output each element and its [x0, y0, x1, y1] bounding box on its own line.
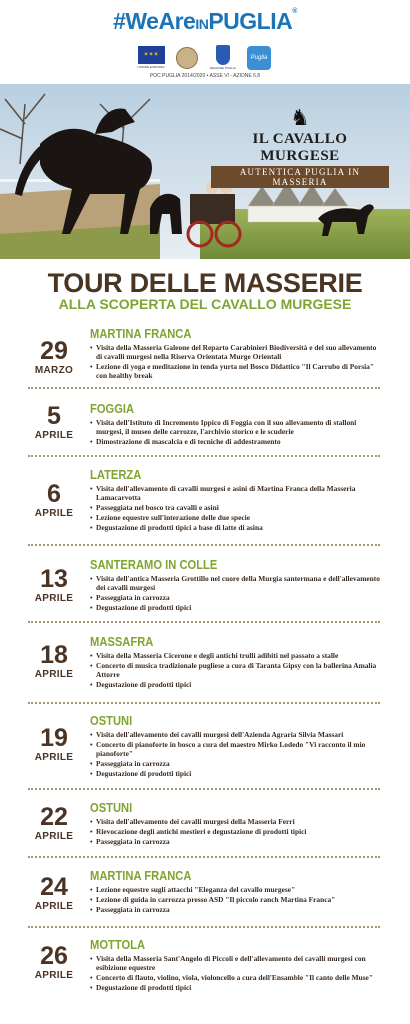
brand-title: IL CAVALLO MURGESE — [252, 131, 348, 164]
event-item — [28, 326, 382, 382]
activity-item: • Visita dell'allevamento di cavalli murgesi e asini di Martina Franca della Masseria Lamacarvotta — [90, 484, 382, 502]
divider — [28, 926, 380, 928]
puglia-crest-icon: REGIONE PUGLIA — [210, 44, 237, 71]
divider — [28, 621, 380, 623]
activity-item: • Concerto di pianoforte in bosco a cura del maestro Mirko Lodedo "Vi racconto il mio pianoforte" — [90, 740, 382, 758]
activity-item: • Degustazione di prodotti tipici — [90, 680, 382, 689]
activity-item: • Passeggiata in carrozza — [90, 905, 382, 914]
event-body — [90, 401, 382, 447]
event-place: MARTINA FRANCA — [90, 868, 192, 883]
activity-item: • Visita dell'allevamento dei cavalli murgesi della Masseria Ferri — [90, 817, 382, 826]
event-place: MOTTOLA — [90, 937, 146, 952]
campaign-hashtag: #WeAreINPUGLIA® — [113, 8, 297, 34]
brand-logo — [211, 107, 389, 188]
event-month: APRILE — [34, 752, 74, 763]
activity-list — [90, 817, 382, 846]
sponsor-logos — [0, 44, 410, 71]
activity-item: • Degustazione di prodotti tipici — [90, 769, 382, 778]
event-day: 22 — [40, 803, 68, 831]
event-body — [90, 557, 382, 613]
activity-list — [90, 418, 382, 446]
event-day: 26 — [40, 942, 68, 970]
divider — [28, 455, 380, 457]
activity-item: • Passeggiata in carrozza — [90, 593, 382, 602]
event-date — [28, 943, 80, 981]
event-place: FOGGIA — [90, 401, 135, 416]
event-body — [90, 868, 382, 915]
event-place: MARTINA FRANCA — [90, 326, 192, 341]
event-date — [28, 403, 80, 441]
activity-item: • Visita dell'antica Masseria Grottillo nel cuore della Murgia santermana e dell'allevamento dei cavalli murgesi — [90, 574, 382, 592]
activity-item: • Rievocazione degli antichi mestieri e degustazione di prodotti tipici — [90, 827, 382, 836]
italy-seal-icon — [174, 44, 201, 71]
event-body — [90, 467, 382, 533]
activity-item: • Concerto di musica tradizionale pugliese a cura di Taranta Gipsy con la ballerina Amalia Attorre — [90, 661, 382, 679]
event-place: SANTERAMO IN COLLE — [90, 557, 218, 572]
activity-item: • Passeggiata in carrozza — [90, 837, 382, 846]
activity-item: • Visita dell'Istituto di Incremento Ippico di Foggia con il suo allevamento di stalloni murgesi, il museo delle carrozze, l'archivio storico e le scuderie — [90, 418, 382, 436]
activity-list — [90, 885, 382, 914]
event-body — [90, 634, 382, 690]
event-item — [28, 937, 382, 1009]
event-body — [90, 326, 382, 381]
event-month: MARZO — [34, 365, 74, 376]
divider — [28, 387, 380, 389]
event-date — [28, 874, 80, 912]
page-title: TOUR DELLE MASSERIE — [47, 268, 363, 298]
event-place: MASSAFRA — [90, 634, 154, 649]
activity-item: • Degustazione di prodotti tipici — [90, 603, 382, 612]
event-date — [28, 566, 80, 604]
event-day: 19 — [40, 724, 68, 752]
event-body — [90, 713, 382, 779]
activity-item: • Visita dell'allevamento dei cavalli murgesi dell'Azienda Agraria Silvia Massari — [90, 730, 382, 739]
event-date — [28, 804, 80, 842]
event-date — [28, 642, 80, 680]
event-place: LATERZA — [90, 467, 142, 482]
activity-item: • Concerto di flauto, violino, viola, violoncello a cura dell'Ensamble "Il canto delle Muse" — [90, 973, 382, 982]
event-place: OSTUNI — [90, 800, 133, 815]
event-day: 13 — [40, 565, 68, 593]
event-month: APRILE — [34, 970, 74, 981]
event-body — [90, 937, 382, 993]
event-day: 18 — [40, 641, 68, 669]
divider — [28, 544, 380, 546]
event-date — [28, 481, 80, 519]
activity-item: • Passeggiata nel bosco tra cavalli e asini — [90, 503, 382, 512]
pugliapromozione-icon: Puglia — [246, 44, 273, 71]
event-item — [28, 800, 382, 850]
activity-list — [90, 343, 382, 380]
event-day: 24 — [40, 873, 68, 901]
page-subtitle: ALLA SCOPERTA DEL CAVALLO MURGESE — [58, 296, 352, 312]
horse-head-icon: ♞ — [290, 105, 310, 130]
divider — [28, 856, 380, 858]
event-month: APRILE — [34, 901, 74, 912]
event-month: APRILE — [34, 831, 74, 842]
divider — [28, 788, 380, 790]
event-month: APRILE — [34, 508, 74, 519]
event-item — [28, 401, 382, 451]
activity-item: • Degustazione di prodotti tipici — [90, 983, 382, 992]
event-date — [28, 725, 80, 763]
event-month: APRILE — [34, 593, 74, 604]
event-month: APRILE — [34, 669, 74, 680]
event-item — [28, 868, 382, 920]
event-day: 6 — [47, 480, 61, 508]
activity-item: • Dimostrazione di mascalcia e di tecniche di addestramento — [90, 437, 382, 446]
activity-item: • Lezione equestre sugli attacchi "Eleganza del cavallo murgese" — [90, 885, 382, 894]
activity-item: • Degustazione di prodotti tipici a base di latte di asina — [90, 523, 382, 532]
activity-item: • Passeggiata in carrozza — [90, 759, 382, 768]
activity-item: • Lezione di guida in carrozza presso ASD "Il piccolo ranch Martina Franca" — [90, 895, 382, 904]
activity-list — [90, 954, 382, 992]
event-date — [28, 338, 80, 376]
event-item — [28, 557, 382, 617]
activity-item: • Lezione di yoga e meditazione in tenda yurta nel Bosco Didattico "Il Carrubo di Porsia" con healthy break — [90, 362, 382, 380]
activity-list — [90, 484, 382, 532]
activity-list — [90, 574, 382, 612]
event-item — [28, 467, 382, 539]
activity-item: • Visita della Masseria Galeone del Reparto Carabinieri Biodiversità e del suo allevamento di cavalli murgesi nella Riserva Orientata Murge Orientali — [90, 343, 382, 361]
activity-item: • Lezione equestre sull'interazione delle due specie — [90, 513, 382, 522]
event-place: OSTUNI — [90, 713, 133, 728]
eu-flag-icon: ✶✶✶ UNIONE EUROPEA — [138, 44, 165, 71]
event-month: APRILE — [34, 430, 74, 441]
event-day: 29 — [40, 337, 68, 365]
event-day: 5 — [47, 402, 61, 430]
brand-tagline: AUTENTICA PUGLIA IN MASSERIA — [211, 166, 389, 188]
activity-item: • Visita della Masseria Sant'Angelo di Piccoli e dell'allevamento dei cavalli murgesi con esibizione equestre — [90, 954, 382, 972]
divider — [28, 702, 380, 704]
event-item — [28, 634, 382, 700]
activity-item: • Visita della Masseria Cicerone e degli antichi trulli adibiti nel passato a stalle — [90, 651, 382, 660]
event-body — [90, 800, 382, 847]
activity-list — [90, 730, 382, 778]
event-item — [28, 713, 382, 785]
activity-list — [90, 651, 382, 689]
funding-note: POC PUGLIA 2014/2020 • ASSE VI - AZIONE 6.8 — [149, 73, 261, 79]
